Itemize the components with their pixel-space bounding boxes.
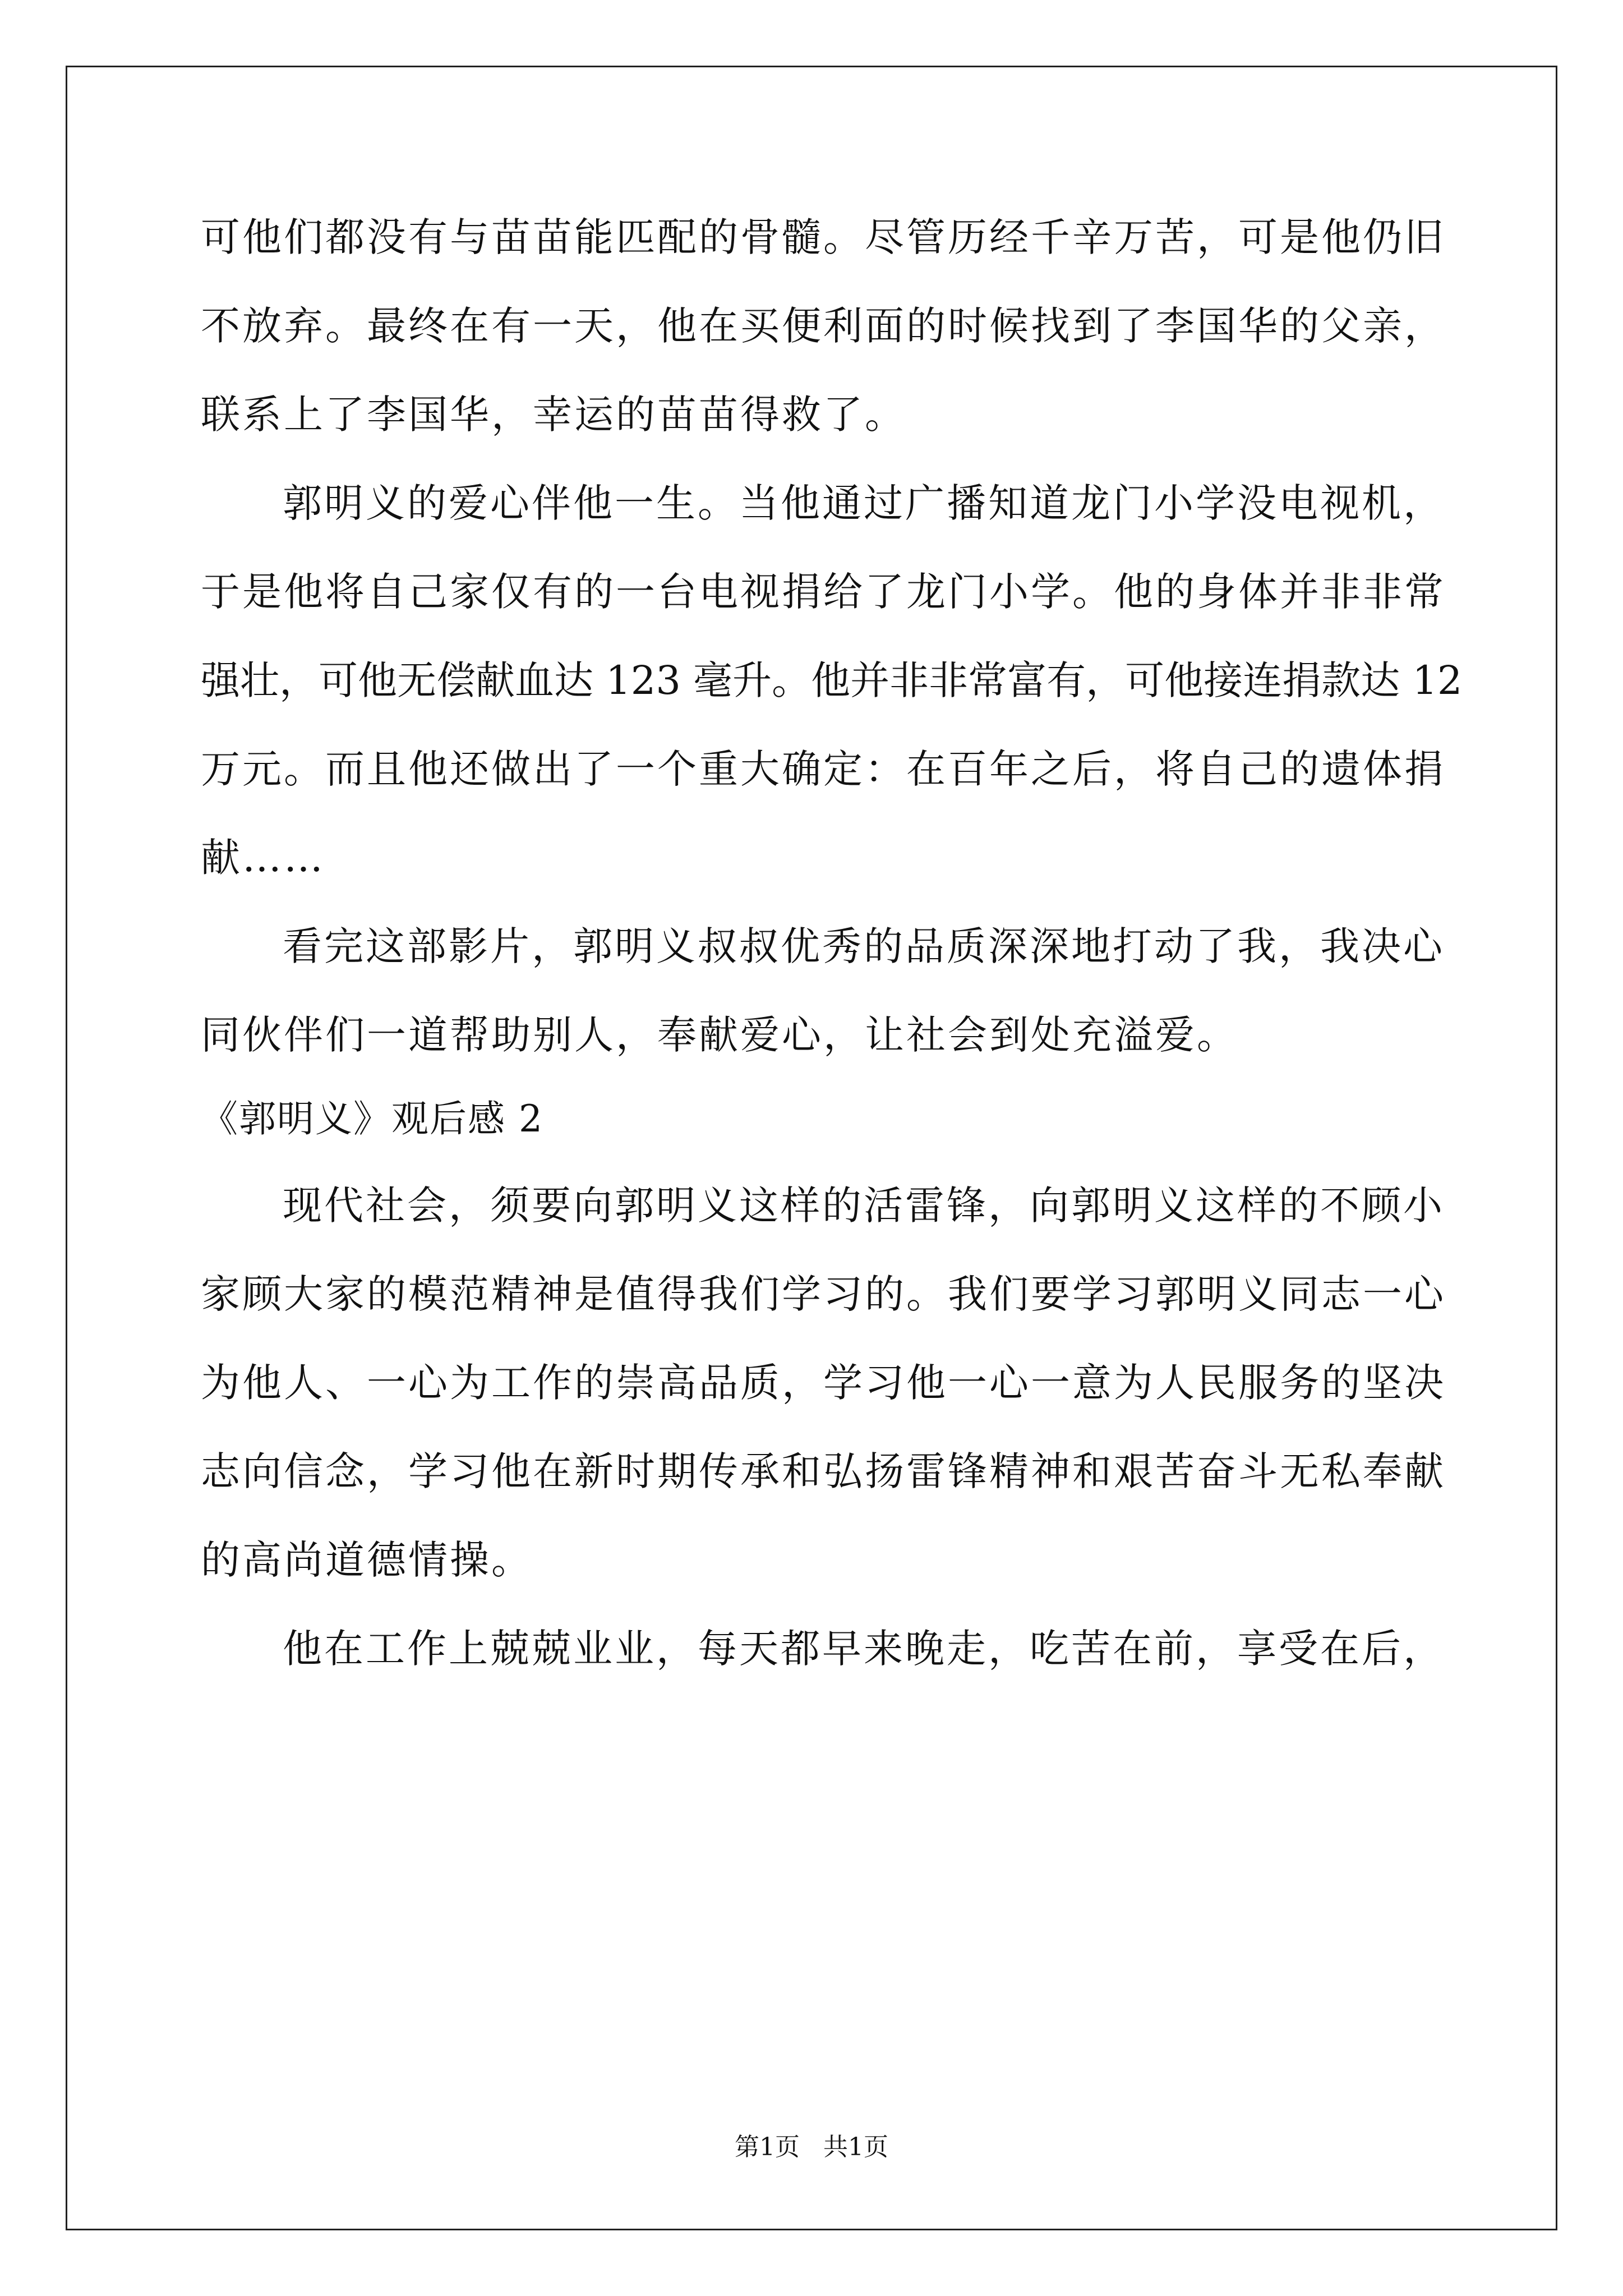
- paragraph-line: 看完这部影片，郭明义叔叔优秀的品质深深地打动了我，我决心: [283, 923, 1445, 969]
- paragraph-line: 现代社会，须要向郭明义这样的活雷锋，向郭明义这样的不顾小: [283, 1182, 1445, 1228]
- paragraph-line: 强壮，可他无偿献血达 123 毫升。他并非非常富有，可他接连捐款达 12: [201, 657, 1463, 703]
- paragraph-line: 献……: [201, 835, 325, 881]
- paragraph-line: 的高尚道德情操。: [201, 1537, 533, 1583]
- paragraph-line: 不放弃。最终在有一天，他在买便利面的时候找到了李国华的父亲，: [201, 303, 1446, 349]
- paragraph-line: 联系上了李国华，幸运的苗苗得救了。: [201, 392, 906, 438]
- paragraph-line: 志向信念，学习他在新时期传承和弘扬雷锋精神和艰苦奋斗无私奉献: [201, 1448, 1446, 1494]
- section-heading: 《郭明义》观后感 2: [201, 1097, 543, 1140]
- page-footer: 第1页 共1页: [735, 2133, 888, 2161]
- paragraph-line: 他在工作上兢兢业业，每天都早来晚走，吃苦在前，享受在后，: [283, 1626, 1445, 1672]
- paragraph-line: 家顾大家的模范精神是值得我们学习的。我们要学习郭明义同志一心: [201, 1271, 1446, 1317]
- paragraph-line: 万元。而且他还做出了一个重大确定：在百年之后，将自己的遗体捐: [201, 746, 1446, 792]
- paragraph-line: 于是他将自己家仅有的一台电视捐给了龙门小学。他的身体并非非常: [201, 569, 1446, 615]
- paragraph-line: 同伙伴们一道帮助别人，奉献爱心，让社会到处充溢爱。: [201, 1012, 1238, 1058]
- paragraph-line: 可他们都没有与苗苗能匹配的骨髓。尽管历经千辛万苦，可是他仍旧: [201, 214, 1446, 260]
- paragraph-line: 为他人、一心为工作的崇高品质，学习他一心一意为人民服务的坚决: [201, 1360, 1446, 1406]
- paragraph-line: 郭明义的爱心伴他一生。当他通过广播知道龙门小学没电视机，: [283, 480, 1445, 526]
